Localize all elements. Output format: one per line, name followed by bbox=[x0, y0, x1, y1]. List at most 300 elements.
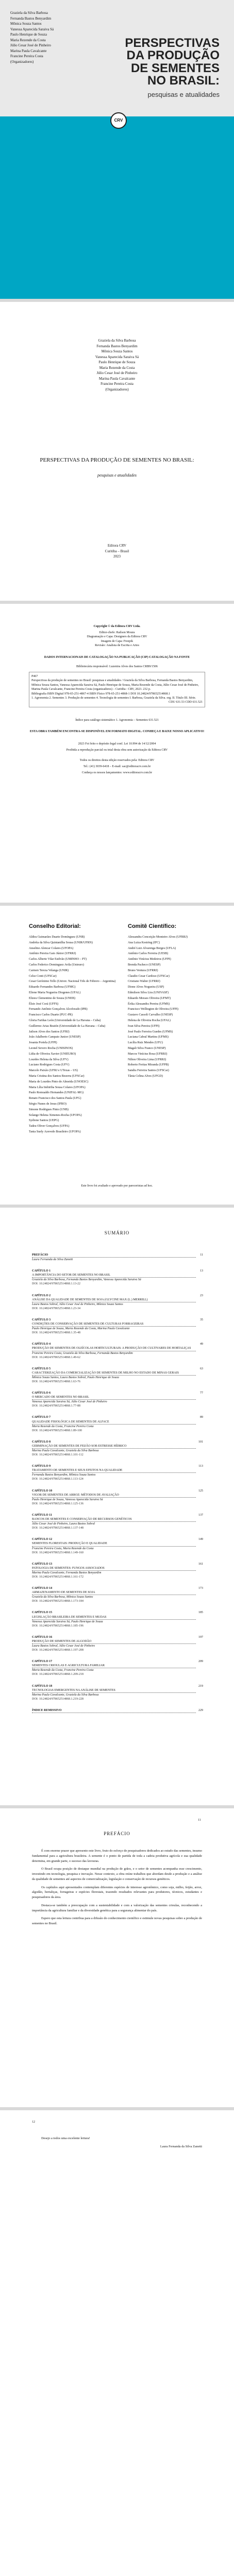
toc-row bbox=[32, 1415, 203, 1424]
member-name: Sérgio Nunes de Jesus (IFRO) bbox=[29, 1102, 66, 1106]
member-name: Alessandra Conceição Monteiro Alves (UFRRJ) bbox=[128, 936, 188, 939]
member-name: Nilton Oliveira Lima (UFRRJ) bbox=[128, 1058, 166, 1061]
cip-heading: DADOS INTERNACIONAIS DE CATALOGAÇÃO NA PUBLICAÇÃO (CIP) CATALOGAÇÃO NA FONTE bbox=[44, 656, 190, 659]
member-name: Renato Francisco dos Santos Paula (UFG) bbox=[29, 1097, 81, 1100]
chapter-title: QUALIDADE FISIOLÓGICA DE SEMENTES DE ALFACE bbox=[32, 1420, 109, 1423]
member-name: Luciano Rodrigues Costa (UFV) bbox=[29, 1063, 70, 1067]
chapter-doi[interactable]: DOI: 10.24824/978652514868.1.149-160 bbox=[32, 1551, 83, 1554]
member-name: Elione Maria Nogueira Diogenes (UFAL) bbox=[29, 991, 81, 994]
chapter-title: SEMENTES CRIOULAS E AGRICULTURA FAMILIAR bbox=[32, 1664, 105, 1668]
chapter-doi[interactable]: DOI: 10.24824/978652514868.1.49-62 bbox=[32, 1355, 80, 1359]
chapter-authors: Graziela da Silva Barbosa, Mônica Souza Santos bbox=[32, 1596, 93, 1599]
toc-row bbox=[32, 1659, 203, 1668]
cip-librarian: Bibliotecária responsável: Luzenira Alves dos Santos CRB9/1506 bbox=[76, 665, 158, 668]
editorial-board-heading: Conselho Editorial: bbox=[29, 923, 81, 929]
page-number: 197 bbox=[198, 1635, 203, 1639]
chapter-doi[interactable]: DOI: 10.24824/978652514868.1.209-218 bbox=[32, 1673, 83, 1676]
toc-row bbox=[32, 1464, 203, 1473]
member-name: Andréia da Silva Quintanilha Sousa (UNIR/UFRN) bbox=[29, 941, 93, 944]
preface-text bbox=[32, 1849, 202, 1929]
member-name: Claudio Cesar Cardoso (UFSCar) bbox=[128, 974, 170, 978]
member-name: Antônio Pereira Gaio Júnior (UFRRJ) bbox=[29, 952, 76, 956]
toc-row bbox=[32, 1440, 203, 1449]
chapter-label: CAPÍTULO 4 bbox=[32, 1343, 51, 1346]
member-name: Lourdes Helena da Silva (UFV) bbox=[29, 1058, 69, 1061]
editor-name: Marina Paula Cavalcante bbox=[10, 48, 47, 53]
member-name: Anselmo Alencar Colares (UFOPA) bbox=[29, 946, 74, 950]
chapter-doi[interactable]: DOI: 10.24824/978652514868.1.13-22 bbox=[32, 1282, 80, 1286]
page-number: 12 bbox=[32, 2121, 35, 2124]
member-name: Brenda Pacheco (UNESP) bbox=[128, 963, 161, 967]
toc-row bbox=[32, 1708, 203, 1713]
page-number: 173 bbox=[198, 1587, 203, 1590]
member-name: André Luiz Alvarenga Borges (UFLA) bbox=[128, 946, 176, 950]
editor-name: Francine Pereira Costa bbox=[10, 54, 43, 58]
toc-row bbox=[32, 1269, 203, 1278]
member-name: Dione Alves Nogueira (USP) bbox=[128, 986, 164, 989]
toc-entry[interactable] bbox=[32, 1269, 203, 1286]
catalog-page bbox=[0, 604, 234, 903]
editor-name: Júlio Cesar José de Pinheiro bbox=[96, 371, 138, 375]
summary-title: SUMÁRIO bbox=[104, 1230, 130, 1235]
member-name: Ivan Silva Pereira (UFPI) bbox=[128, 1024, 160, 1028]
member-name: Carlos Federico Dominguez Avila (Unieuro) bbox=[29, 963, 84, 967]
member-name: Roberto Freitas Miranda (UFPB) bbox=[128, 1063, 169, 1067]
editors-role: (Organizadores) bbox=[105, 387, 129, 392]
member-name: Maria Cristina dos Santos Bezerra (UFSCar) bbox=[29, 1074, 85, 1078]
toc-heading bbox=[32, 1586, 196, 1595]
member-name: Solange Helena Ximenes-Rocha (UFOPA) bbox=[29, 1113, 82, 1117]
title-page bbox=[0, 302, 234, 601]
toc-entry[interactable] bbox=[32, 1586, 203, 1603]
member-name: Cesar Gerónimo Tello (Univer. Nacional Três de Febrero – Argentina) bbox=[29, 980, 116, 984]
chapter-doi[interactable]: DOI: 10.24824/978652514868.1.101-112 bbox=[32, 1453, 83, 1457]
toc-heading bbox=[32, 1415, 196, 1424]
chapter-title: PRODUÇÃO DE SEMENTES DE OLEÍCOLAS HORTICULTURAIS: A PRODUÇÃO DE CULTIVARES DE HORTALIÇAS bbox=[32, 1347, 191, 1350]
chapter-title: CARACTERIZAÇÃO DA COMERCIALIZAÇÃO DE SEMENTES DE MILHO NO ESTADO DE MINAS GERAIS bbox=[32, 1371, 179, 1375]
chapter-label: ÍNDICE REMISSIVO bbox=[32, 1708, 62, 1712]
toc-row bbox=[32, 1537, 203, 1546]
book-cover bbox=[0, 0, 234, 299]
toc-heading bbox=[32, 1635, 196, 1644]
cover-title bbox=[116, 37, 220, 88]
title-page-subtitle: pesquisas e atualidades bbox=[97, 473, 137, 478]
editor-name: Paulo Henrique de Souza bbox=[10, 32, 47, 37]
member-name: Paulo Romualdo Hernandes (UNIFAL-MG) bbox=[29, 1091, 84, 1095]
member-name: José Paulo Ferreira Guedes (UFMS) bbox=[128, 1030, 173, 1033]
editor-name: Vanessa Aparecida Saraiva Sá bbox=[10, 27, 54, 31]
editor-name: Paulo Henrique de Souza bbox=[98, 360, 136, 364]
chapter-label: CAPÍTULO 8 bbox=[32, 1440, 51, 1444]
chapter-authors: Fernanda Bastos Benyardim, Mônica Souza Santos bbox=[32, 1473, 96, 1477]
page-number: 11 bbox=[200, 1253, 203, 1257]
editorial-board-list bbox=[29, 935, 122, 1135]
peer-review-note: Este livro foi avaliado e aprovado por pareceristas ad hoc. bbox=[81, 1184, 153, 1188]
editor-name: Mônica Souza Santos bbox=[101, 349, 133, 353]
toc-entry[interactable] bbox=[32, 1415, 203, 1432]
chapter-authors: Paulo Henrique de Souza, Vanessa Aparecida Saraiva Sá bbox=[32, 1498, 103, 1501]
member-name: Gloria Fariñas León (Universidade de La Havana – Cuba) bbox=[29, 1019, 101, 1022]
chapter-authors: Francine Pereira Costa, Maria Rezende da Costa bbox=[32, 1547, 94, 1550]
publisher-logo-icon: CRV bbox=[110, 112, 127, 129]
chapter-doi[interactable]: DOI: 10.24824/978652514868.1.63-76 bbox=[32, 1380, 80, 1383]
toc-heading bbox=[32, 1684, 196, 1693]
chapter-doi[interactable]: DOI: 10.24824/978652514868.1.113-124 bbox=[32, 1478, 83, 1481]
cover-subtitle: pesquisas e atualidades bbox=[147, 91, 220, 98]
chapter-authors: Vanessa Aparecida Saraiva Sá, Paulo Henrique de Souza bbox=[32, 1620, 103, 1623]
member-name: Luciana Cabral Martins (UFMS) bbox=[128, 1036, 169, 1039]
chapter-authors: Mônica Souza Santos, Laura Bastos Sobral, Paulo Henrique de Souza bbox=[32, 1376, 119, 1379]
reproduction-notice: Proibida a reprodução parcial ou total desta obra sem autorização da Editora CRV bbox=[66, 749, 168, 752]
cip-id: P467 bbox=[31, 675, 38, 678]
toc-row bbox=[32, 1391, 203, 1400]
toc-entry[interactable] bbox=[32, 1513, 203, 1530]
page-number: 161 bbox=[198, 1562, 203, 1566]
chapter-label: CAPÍTULO 7 bbox=[32, 1416, 51, 1419]
member-name: Carmen Tereza Velanga (UNIR) bbox=[29, 969, 69, 972]
member-name: Eduardo Fernandes Barbosa (UFMG) bbox=[29, 986, 76, 989]
chapter-authors: Júlio Cesar José de Pinheiro, Laura Bastos Sobral bbox=[32, 1522, 95, 1526]
editor-name: Francine Pereira Costa bbox=[101, 382, 133, 386]
toc-heading bbox=[32, 1562, 196, 1571]
member-name: Edmilson Silva Lira (UNIVASF) bbox=[128, 991, 169, 994]
toc-row bbox=[32, 1342, 203, 1351]
toc-heading bbox=[32, 1294, 196, 1302]
chapter-authors: Vanessa Aparecida Saraiva Sá, Júlio Cesar José de Pinheiro bbox=[32, 1400, 107, 1404]
toc-row bbox=[32, 1684, 203, 1693]
chapter-title: GERMINAÇÃO DE SEMENTES DE FEIJÃO SOB ESTRESSE HÍDRICO bbox=[32, 1444, 127, 1448]
chapter-authors: Marina Paula Cavalcante, Graziela da Silva Barbosa bbox=[32, 1449, 99, 1452]
toc-heading bbox=[32, 1342, 196, 1351]
chapter-doi[interactable]: DOI: 10.24824/978652514868.1.161-172 bbox=[32, 1575, 83, 1579]
member-name: Gustavo Cassoli Carvalho (UNESP) bbox=[128, 1013, 173, 1017]
member-name: Érika Alessandra Pereira (UFMS) bbox=[128, 1002, 170, 1006]
staff-item: Editor-chefe: Railson Moura bbox=[99, 631, 135, 634]
member-name: Sandra Ferreira Santos (UFSCar) bbox=[128, 1069, 169, 1073]
toc-heading bbox=[32, 1253, 196, 1258]
toc-row bbox=[32, 1367, 203, 1376]
chapter-title: TRATAMENTO DE SEMENTES E SEUS EFEITOS NA QUALIDADE bbox=[32, 1469, 123, 1472]
chapter-title: VIGOR DE SEMENTES DE ARROZ: MÉTODOS DE AVALIAÇÃO bbox=[32, 1493, 119, 1497]
toc-entry[interactable] bbox=[32, 1611, 203, 1628]
copyright-line: Copyright © da Editora CRV Ltda. bbox=[93, 625, 141, 628]
member-name: Tadeu Oliver Gonçalves (UFPA) bbox=[29, 1125, 70, 1128]
chapter-label: CAPÍTULO 15 bbox=[32, 1611, 53, 1615]
member-name: Tânia Celina Alves (UFGD) bbox=[128, 1074, 163, 1078]
chapter-authors: Francine Pereira Costa, Graziela da Silva Barbosa, Fernanda Bastos Benyardim bbox=[32, 1351, 133, 1355]
page-number: 101 bbox=[198, 1440, 203, 1444]
toc-row bbox=[32, 1635, 203, 1644]
publisher-name: Editora CRV bbox=[107, 544, 127, 548]
staff-list bbox=[29, 631, 205, 648]
page-number: 209 bbox=[198, 1660, 203, 1664]
cip-record bbox=[29, 672, 205, 707]
chapter-label: CAPÍTULO 11 bbox=[32, 1513, 52, 1517]
toc-entry[interactable] bbox=[32, 1635, 203, 1652]
title-page-title: PERSPECTIVAS DA PRODUÇÃO DE SEMENTES NO BRASIL: bbox=[40, 457, 194, 463]
member-name: Eduardo Moraes Oliveira (UFMT) bbox=[128, 996, 171, 1000]
chapter-title: ANÁLISE DA QUALIDADE DE SEMENTES DE SOJA (GLYCINE MAX (L.) MERRILL) bbox=[32, 1298, 148, 1301]
chapter-label: CAPÍTULO 12 bbox=[32, 1538, 53, 1541]
chapter-title: PATOLOGIA DE SEMENTES: FUNGOS ASSOCIADOS bbox=[32, 1566, 105, 1570]
chapter-label: CAPÍTULO 14 bbox=[32, 1587, 53, 1590]
member-name: João Adalberto Campato Junior (UNESP) bbox=[29, 1036, 81, 1039]
publisher-info bbox=[0, 543, 234, 560]
page-number: 13 bbox=[200, 1269, 203, 1273]
index-line: Índice para catálogo sistemático 1. Agronomia – Sementes 631.521 bbox=[75, 719, 159, 722]
preface-signature: Laura Fernanda da Silva Zanetti bbox=[160, 2144, 202, 2148]
chapter-title: O MERCADO DE SEMENTES NO BRASIL bbox=[32, 1396, 89, 1399]
member-name: Cristiano Walter (UFRRJ) bbox=[128, 980, 160, 984]
chapter-label: CAPÍTULO 10 bbox=[32, 1489, 53, 1493]
member-name: Tania Suely Azevedo Brasileiro (UFOPA) bbox=[29, 1130, 81, 1133]
title-line: DE SEMENTES bbox=[130, 61, 220, 75]
page-number: 113 bbox=[198, 1465, 203, 1468]
chapter-doi[interactable]: DOI: 10.24824/978652514868.1.197-208 bbox=[32, 1649, 83, 1652]
cdu-line: CDU 631.53 CDD 631.521 bbox=[169, 701, 203, 704]
editor-name: Fernanda Bastos Benyardim bbox=[10, 16, 52, 21]
toc-entry[interactable] bbox=[32, 1464, 203, 1481]
preface-title: PREFÁCIO bbox=[104, 1831, 130, 1836]
member-name: Guillermo Arias Beatón (Universidade de La Havana – Cuba) bbox=[29, 1024, 106, 1028]
member-name: Maria de Lourdes Pinto de Almeida (UNOESC) bbox=[29, 1080, 89, 1083]
toc-heading bbox=[32, 1269, 196, 1278]
chapter-authors: Marina Paula Cavalcante, Fernanda Bastos Benyardim bbox=[32, 1571, 102, 1574]
editor-name: Graziela da Silva Barbosa bbox=[10, 11, 48, 15]
toc-row bbox=[32, 1294, 203, 1302]
toc-heading bbox=[32, 1708, 196, 1713]
paragraph: O Brasil ocupa posição de destaque mundial na produção de grãos, e o setor de sementes acompanha esse crescimento, investindo em tecnologia, pesquisa e inovação. Nesse contexto, a obra reúne trabalhos que abordam desde a produção e a análise da qualidade de sementes até aspectos de comercialização, legislação e conservação de recursos genéticos. bbox=[32, 1867, 202, 1881]
member-name: Marcos Vinícius Rosa (UFRRJ) bbox=[128, 1052, 168, 1056]
toc-entry[interactable] bbox=[32, 1489, 203, 1506]
chapter-label: CAPÍTULO 18 bbox=[32, 1684, 53, 1688]
member-name: Antônio Vinícius Medeiros (UFPI) bbox=[128, 958, 171, 961]
toc-row bbox=[32, 1513, 203, 1522]
toc-heading bbox=[32, 1367, 196, 1376]
member-name: Aldira Guimarães Duarte Domínguez (UNB) bbox=[29, 936, 85, 939]
page-number: 77 bbox=[200, 1392, 203, 1395]
toc-heading bbox=[32, 1318, 196, 1327]
chapter-label: PREFÁCIO bbox=[32, 1253, 48, 1257]
member-name: Leonel Severo Rocha (UNISINOS) bbox=[29, 1046, 73, 1050]
page-number: 49 bbox=[200, 1343, 203, 1346]
member-name: Ana Luiza Kestring (IFC) bbox=[128, 941, 160, 944]
toc-heading bbox=[32, 1513, 196, 1522]
digital-notice: ESTA OBRA TAMBÉM ENCONTRA-SE DISPONÍVEL EM FORMATO DIGITAL. CONHEÇA E BAIXE NOSSO APLICATIVO! bbox=[29, 730, 205, 733]
chapter-title: ARMAZENAMENTO DE SEMENTES DE SOJA bbox=[32, 1591, 95, 1595]
preface-text-continued bbox=[32, 2136, 202, 2149]
cover-editors bbox=[10, 10, 113, 64]
toc-row bbox=[32, 1489, 203, 1498]
chapter-doi[interactable]: DOI: 10.24824/978652514868.1.89-100 bbox=[32, 1429, 82, 1432]
member-name: Helena de Oliveira Rocha (UFAL) bbox=[128, 1019, 171, 1022]
preface-page bbox=[0, 1808, 234, 2107]
toc-entry[interactable] bbox=[32, 1391, 203, 1408]
member-name: Lídia de Oliveira Xavier (UNIEURO) bbox=[29, 1052, 76, 1056]
member-name: Celso Conti (UFSCar) bbox=[29, 974, 57, 978]
publisher-city: Curitiba – Brasil bbox=[105, 549, 129, 553]
editor-name: Maria Rezende da Costa bbox=[10, 38, 46, 42]
toc-heading bbox=[32, 1489, 196, 1498]
member-name: Magali Silva Franco (UNESP) bbox=[128, 1046, 166, 1050]
chapter-doi[interactable]: DOI: 10.24824/978652514868.1.185-196 bbox=[32, 1624, 83, 1628]
chapter-authors: Laura Bastos Sobral, Júlio Cesar José de Pinheiro bbox=[32, 1645, 95, 1648]
chapter-authors: Marina Paula Cavalcante, Graziela da Silva Barbosa bbox=[32, 1693, 99, 1697]
page-number: 35 bbox=[200, 1318, 203, 1321]
toc-entry[interactable] bbox=[32, 1537, 203, 1554]
member-name: Jailson Alves dos Santos (UFRJ) bbox=[29, 1030, 70, 1033]
editor-name: Júlio Cesar José de Pinheiro bbox=[10, 43, 51, 47]
staff-item: Imagem de Capa: Freepik bbox=[101, 639, 133, 643]
scientific-committee-heading: Comitê Científico: bbox=[128, 923, 177, 929]
toc-heading bbox=[32, 1659, 196, 1668]
chapter-label: CAPÍTULO 16 bbox=[32, 1635, 53, 1639]
toc-row bbox=[32, 1318, 203, 1327]
toc-entry[interactable] bbox=[32, 1367, 203, 1384]
chapter-title: A IMPORTÂNCIA DO SETOR DE SEMENTES NO BRASIL bbox=[32, 1274, 111, 1277]
paragraph: Os capítulos aqui apresentados contemplam diferentes espécies de interesse agronômico, como soja, milho, feijão, arroz, algodão, hortaliças, forrageiras e espécies florestais, trazendo resultados relevantes para produtores, técnicos, estudantes e pesquisadores da área. bbox=[32, 1885, 202, 1899]
page-number: 149 bbox=[198, 1538, 203, 1541]
chapter-label: CAPÍTULO 9 bbox=[32, 1465, 51, 1468]
table-of-contents bbox=[32, 1253, 203, 1720]
member-name: Fernando Antônio Gonçalves Alcoforado (IPB) bbox=[29, 1008, 88, 1011]
chapter-label: CAPÍTULO 17 bbox=[32, 1660, 53, 1664]
legal-deposit: 2023 Foi feito o depósito legal conf. Lei 10.994 de 14/12/2004 bbox=[78, 742, 156, 745]
chapter-doi[interactable]: DOI: 10.24824/978652514868.1.35-48 bbox=[32, 1331, 80, 1335]
page-number: 229 bbox=[198, 1708, 203, 1712]
chapter-title: PRODUÇÃO DE SEMENTES DE ALGODÃO bbox=[32, 1639, 92, 1643]
paragraph: É com enorme prazer que apresento este livro, fruto do esforço de pesquisadores dedicados ao estudo das sementes, insumo fundamental para a agricultura brasileira. A semente é o ponto de partida de toda a cadeia produtiva agrícola e sua qualidade determina, em grande parte, o sucesso das lavouras. bbox=[32, 1849, 202, 1863]
toc-heading bbox=[32, 1611, 196, 1619]
member-name: Antônio Carlos Ferreira (UESB) bbox=[128, 952, 169, 956]
editor-name: Fernanda Bastos Benyardim bbox=[96, 344, 138, 348]
chapter-title: LEGISLAÇÃO BRASILEIRA DE SEMENTES E MUDAS bbox=[32, 1615, 107, 1619]
member-name: Carlos Alberto Vilar Estêvão (UMINHO – PT) bbox=[29, 958, 87, 961]
member-name: Lucília Ruiz Mendes (UFU) bbox=[128, 1041, 163, 1045]
contact-line: Tel.: (41) 3039-6418 – E-mail: sac@editoracrv.com.br bbox=[83, 765, 151, 768]
paragraph: Espero que esta leitura contribua para a difusão do conhecimento científico e estimule novas pesquisas sobre a produção de sementes no Brasil. bbox=[32, 1917, 202, 1925]
member-name: Josania Portela (UFPI) bbox=[29, 1041, 57, 1045]
toc-heading bbox=[32, 1464, 196, 1473]
toc-entry[interactable] bbox=[32, 1253, 203, 1262]
title-line: PERSPECTIVAS bbox=[125, 36, 220, 50]
page-number: 137 bbox=[198, 1513, 203, 1517]
chapter-title: BANCOS DE SEMENTES E CONSERVAÇÃO DE RECURSOS GENÉTICOS bbox=[32, 1518, 132, 1521]
toc-entry[interactable] bbox=[32, 1440, 203, 1457]
member-name: Maria Lília Imbiriba Sousa Colares (UFOPA) bbox=[29, 1086, 86, 1089]
toc-heading bbox=[32, 1391, 196, 1400]
page-number: 23 bbox=[200, 1294, 203, 1297]
chapter-label: CAPÍTULO 3 bbox=[32, 1318, 51, 1321]
editor-name: Marina Paula Cavalcante bbox=[98, 376, 136, 381]
page-number: 219 bbox=[198, 1684, 203, 1688]
toc-entry[interactable] bbox=[32, 1659, 203, 1676]
chapter-authors: Maria Rezende da Costa, Francine Pereira Costa bbox=[32, 1669, 94, 1672]
toc-entry[interactable] bbox=[32, 1562, 203, 1579]
toc-entry[interactable] bbox=[32, 1294, 203, 1311]
member-name: Marcelo Paixão (UFRJ e UTexas – US) bbox=[29, 1069, 78, 1073]
site-line: Conheça os nossos lançamentos: www.editoracrv.com.br bbox=[81, 771, 153, 774]
chapter-label: CAPÍTULO 5 bbox=[32, 1367, 51, 1370]
page-number: 125 bbox=[198, 1489, 203, 1493]
cover-color-band bbox=[0, 116, 234, 299]
title-line: NO BRASIL: bbox=[147, 74, 220, 88]
chapter-authors: Paulo Henrique de Souza, Maria Rezende da Costa, Marina Paula Cavalcante bbox=[32, 1327, 130, 1331]
councils-page bbox=[0, 906, 234, 1205]
scientific-committee-list bbox=[128, 935, 210, 1079]
summary-page bbox=[0, 1208, 234, 1805]
toc-entry[interactable] bbox=[32, 1708, 203, 1713]
toc-row bbox=[32, 1611, 203, 1619]
toc-heading bbox=[32, 1440, 196, 1449]
publication-year: 2023 bbox=[113, 554, 121, 558]
toc-row bbox=[32, 1253, 203, 1258]
chapter-title: TECNOLOGIAS EMERGENTES NA ANÁLISE DE SEMENTES bbox=[32, 1688, 115, 1692]
chapter-doi[interactable]: DOI: 10.24824/978652514868.1.77-88 bbox=[32, 1404, 80, 1408]
editor-name: Mônica Souza Santos bbox=[10, 22, 42, 26]
rights-address: Todos os direitos desta edição reservados pela: Editora CRV bbox=[79, 759, 155, 762]
preface-page-2 bbox=[0, 2110, 234, 2409]
member-name: Simone Rodrigues Pinto (UNB) bbox=[29, 1108, 69, 1111]
chapter-authors: Laura Fernanda da Silva Zanetti bbox=[32, 1258, 73, 1262]
editors-role: (Organizadores) bbox=[10, 59, 34, 64]
chapter-doi[interactable]: DOI: 10.24824/978652514868.1.125-136 bbox=[32, 1502, 83, 1505]
chapter-authors: Maria Rezende da Costa, Francine Pereira Costa bbox=[32, 1425, 94, 1428]
toc-row bbox=[32, 1586, 203, 1595]
title-line: DA PRODUÇÃO bbox=[126, 48, 220, 63]
editor-name: Maria Rezende da Costa bbox=[99, 365, 135, 370]
chapter-label: CAPÍTULO 2 bbox=[32, 1294, 51, 1297]
toc-heading bbox=[32, 1537, 196, 1546]
toc-row bbox=[32, 1562, 203, 1571]
member-name: Elizeu Clementino de Souza (UNEB) bbox=[29, 996, 75, 1000]
page-number: 185 bbox=[198, 1611, 203, 1615]
chapter-doi[interactable]: DOI: 10.24824/978652514868.1.219-228 bbox=[32, 1697, 83, 1701]
member-name: Élsio José Corá (UFFS) bbox=[29, 1002, 59, 1006]
paragraph: Desejo a todos uma excelente leitura! bbox=[41, 2137, 90, 2140]
chapter-label: CAPÍTULO 13 bbox=[32, 1562, 53, 1566]
member-name: Bruno Ventura (UFRRJ) bbox=[128, 969, 158, 972]
editor-name: Vanessa Aparecida Saraiva Sá bbox=[95, 354, 139, 359]
chapter-label: CAPÍTULO 6 bbox=[32, 1392, 51, 1395]
chapter-authors: Laura Bastos Sobral, Júlio Cesar José de Pinheiro, Mônica Souza Santos bbox=[32, 1302, 123, 1306]
chapter-authors: Graziela da Silva Barbosa, Fernanda Bastos Benyardim, Vanessa Aparecida Saraiva Sá bbox=[32, 1278, 141, 1282]
member-name: Francisco Carlos Duarte (PUC-PR) bbox=[29, 1013, 73, 1017]
page-number: 63 bbox=[200, 1367, 203, 1370]
paragraph: Destaca-se também a preocupação com a sustentabilidade e com a valorização das sementes crioulas, reconhecendo a importância da agricultura familiar e da diversidade genética para a segurança alimentar do país. bbox=[32, 1903, 202, 1912]
toc-entry[interactable] bbox=[32, 1342, 203, 1359]
page-number: 89 bbox=[200, 1416, 203, 1419]
toc-entry[interactable] bbox=[32, 1318, 203, 1335]
staff-item: Diagramação e Capa: Designers da Editora CRV bbox=[87, 635, 147, 639]
chapter-doi[interactable]: DOI: 10.24824/978652514868.1.137-148 bbox=[32, 1527, 83, 1530]
title-page-editors bbox=[0, 338, 234, 392]
cip-body: Perspectivas da produção de sementes no Brasil: pesquisas e atualidades / Graziela da Silva Barbosa, Fernanda Bastos Benyardim, Mônica Souza Santos, Vanessa Aparecida Saraiva Sá, Paulo Henrique de Souza, Maria Rezende da Costa, Júlio Cesar José de Pinheiro, Marina Paula Cavalcante, Francine Pereira Costa (organizadores) – Curitiba : CRV, 2023. 232 p. bbox=[31, 679, 199, 691]
member-name: Sydione Santos (UEPG) bbox=[29, 1119, 59, 1123]
member-name: Francisco Wellington de Oliveira (UFPI) bbox=[128, 1008, 179, 1011]
subjects-line: 1. Agronomia 2. Sementes 3. Produção de sementes 4. Tecnologia de sementes I. Barbosa, Graziela da Silva. org. II. Título III. Série. bbox=[31, 696, 196, 700]
chapter-doi[interactable]: DOI: 10.24824/978652514868.1.23-34 bbox=[32, 1307, 80, 1310]
chapter-title: CONDIÇÕES DE CONSERVAÇÃO DE SEMENTES DE CULTURAS FORRAGEIRAS bbox=[32, 1323, 144, 1326]
isbn-line: Bibliografia ISBN Digital 978-65-251-4867-4 ISBN Físico 978-65-251-4868-1 DOI 10.24824/978652514868.1 bbox=[31, 692, 170, 696]
editor-name: Graziela da Silva Barbosa bbox=[98, 338, 136, 343]
page-number: 11 bbox=[198, 1819, 201, 1822]
toc-entry[interactable] bbox=[32, 1684, 203, 1701]
chapter-label: CAPÍTULO 1 bbox=[32, 1269, 51, 1273]
chapter-title: SEMENTES FLORESTAIS: PRODUÇÃO E QUALIDADE bbox=[32, 1542, 107, 1546]
chapter-doi[interactable]: DOI: 10.24824/978652514868.1.173-184 bbox=[32, 1600, 83, 1603]
staff-item: Revisão: Analista de Escrita e Artes bbox=[95, 644, 139, 648]
